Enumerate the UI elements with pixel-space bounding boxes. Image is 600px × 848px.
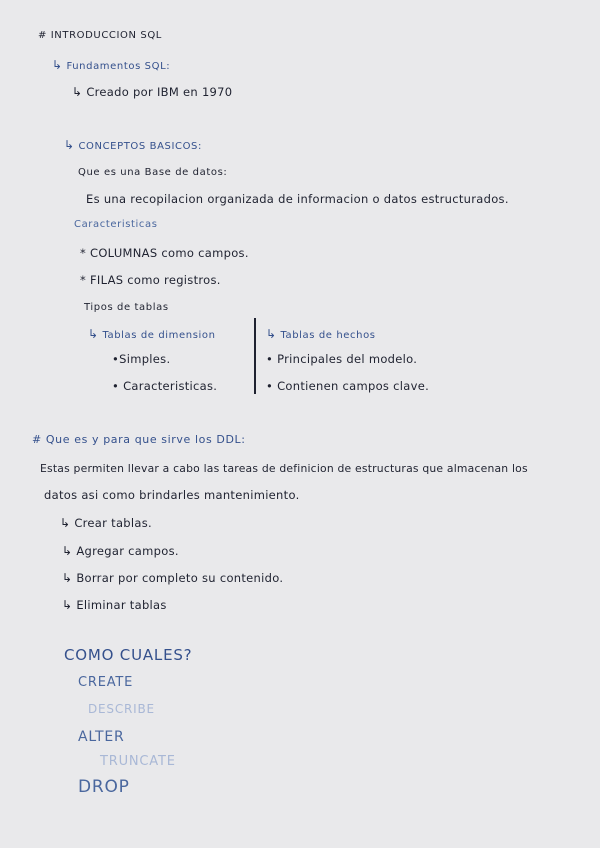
tablas-hechos-title: [266, 328, 376, 341]
dimension-item: [112, 354, 170, 366]
ddl-list-text: Eliminar tablas: [76, 598, 167, 612]
ddl-list-text: Agregar campos.: [76, 544, 179, 558]
caracteristicas-label: Caracteristicas: [74, 219, 158, 230]
fundamentos-label: Fundamentos SQL:: [66, 61, 171, 72]
bullet-icon: •: [112, 352, 120, 366]
tipos-tablas-label: Tipos de tablas: [84, 302, 169, 313]
cmd-describe: DESCRIBE: [88, 702, 155, 716]
cmd-alter: ALTER: [78, 729, 125, 745]
arrow-return-icon: ↳: [72, 85, 83, 99]
ddl-list-item: [62, 599, 167, 612]
subheading-conceptos: [64, 139, 202, 152]
ddl-list-text: Crear tablas.: [74, 516, 152, 530]
como-cuales-heading: COMO CUALES?: [64, 646, 193, 664]
definicion-text: Es una recopilacion organizada de informacion o datos estructurados.: [86, 192, 509, 206]
bullet-icon: •: [266, 379, 274, 393]
filas-line: * FILAS como registros.: [80, 273, 221, 287]
column-divider: [254, 318, 256, 394]
arrow-return-icon: ↳: [60, 516, 71, 530]
cmd-drop: DROP: [78, 777, 130, 797]
hechos-item-text: Contienen campos clave.: [277, 379, 430, 393]
dimension-item-text: Simples.: [119, 352, 171, 366]
hechos-item-text: Principales del modelo.: [277, 352, 418, 366]
arrow-return-icon: ↳: [62, 598, 73, 612]
tablas-dimension-title: [88, 328, 216, 341]
arrow-return-icon: ↳: [88, 327, 99, 341]
dimension-title-text: Tablas de dimension: [102, 330, 216, 341]
creado-line: [72, 86, 232, 99]
subheading-fundamentos: [52, 59, 170, 72]
bullet-icon: •: [266, 352, 274, 366]
dimension-item: [112, 381, 217, 393]
arrow-return-icon: ↳: [64, 138, 75, 152]
bullet-icon: •: [112, 379, 120, 393]
cmd-create: CREATE: [78, 675, 134, 690]
ddl-list-item: [62, 572, 283, 585]
cmd-truncate: TRUNCATE: [100, 754, 176, 769]
ddl-list-item: [60, 517, 152, 530]
arrow-return-icon: ↳: [62, 571, 73, 585]
dimension-item-text: Caracteristicas.: [123, 379, 218, 393]
arrow-return-icon: ↳: [62, 544, 73, 558]
hechos-title-text: Tablas de hechos: [280, 330, 376, 341]
heading-ddl: # Que es y para que sirve los DDL:: [32, 433, 246, 446]
arrow-return-icon: ↳: [52, 58, 63, 72]
ddl-list-item: [62, 545, 179, 558]
hechos-item: [266, 381, 429, 393]
ddl-paragraph-line2: datos asi como brindarles mantenimiento.: [44, 488, 300, 502]
creado-text: Creado por IBM en 1970: [86, 85, 233, 99]
ddl-paragraph-line1: Estas permiten llevar a cabo las tareas de definicion de estructuras que almacenan los: [40, 462, 528, 475]
hechos-item: [266, 354, 417, 366]
ddl-list-text: Borrar por completo su contenido.: [76, 571, 284, 585]
columnas-line: * COLUMNAS como campos.: [80, 246, 249, 260]
arrow-return-icon: ↳: [266, 327, 277, 341]
que-es-base-datos: Que es una Base de datos:: [78, 167, 228, 178]
conceptos-label: CONCEPTOS BASICOS:: [78, 141, 202, 152]
heading-introduccion: # INTRODUCCION SQL: [38, 30, 162, 41]
